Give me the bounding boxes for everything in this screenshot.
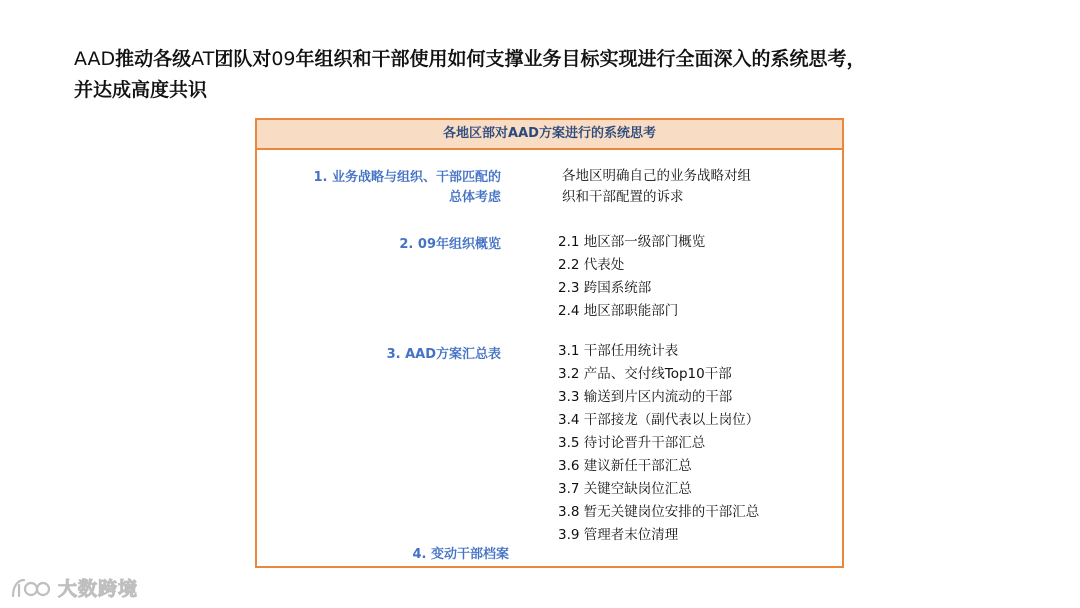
- section-title-line: 2. 09年组织概览: [399, 237, 501, 252]
- watermark-text: 大数跨境: [58, 578, 139, 600]
- section-title-strategy: [313, 168, 501, 208]
- section-item: 3.5 待讨论晋升干部汇总: [558, 435, 706, 451]
- headline-part: AAD: [74, 48, 116, 70]
- watermark: [10, 574, 138, 601]
- section-items-org-overview: [558, 231, 705, 323]
- section-item: 2.4 地区部职能部门: [558, 303, 679, 319]
- section-item: 2.3 跨国系统部: [558, 280, 652, 296]
- section-item: 3.9 管理者末位清理: [558, 527, 679, 543]
- headline-part: 团队对: [214, 48, 272, 70]
- headline-part: 推动各级: [115, 48, 192, 70]
- panel-title: 各地区部对AAD方案进行的系统思考: [257, 120, 842, 150]
- section-item: 3.2 产品、交付线Top10干部: [558, 366, 732, 382]
- section-item: 3.1 干部任用统计表: [558, 343, 679, 359]
- section-title-aad-summary: [387, 345, 501, 365]
- watermark-logo-icon: [10, 576, 52, 600]
- section-item: 3.3 输送到片区内流动的干部: [558, 389, 733, 405]
- system-thinking-panel: [255, 118, 844, 568]
- section-item: 2.1 地区部一级部门概览: [558, 234, 706, 250]
- section-title-line: 总体考虑: [448, 190, 501, 205]
- section-title-line: 1. 业务战略与组织、干部匹配的: [313, 170, 501, 185]
- section-item: 3.4 干部接龙（副代表以上岗位）: [558, 412, 760, 428]
- headline-line-1: [74, 44, 1034, 75]
- headline: [74, 44, 1034, 106]
- section-title-line: 3. AAD方案汇总表: [386, 347, 501, 362]
- headline-line-2: 并达成高度共识: [74, 79, 208, 101]
- section-title-line: 4. 变动干部档案: [412, 547, 509, 562]
- section-title-cadre-files: [412, 545, 509, 565]
- section-item: 各地区明确自己的业务战略对组: [562, 168, 751, 184]
- section-item: 3.6 建议新任干部汇总: [558, 458, 692, 474]
- headline-part: 年组织和干部使用如何支撑业务目标实现进行全面深入的系统思考，: [295, 48, 866, 70]
- section-title-org-overview: [399, 235, 501, 255]
- section-item: 3.8 暂无关键岗位安排的干部汇总: [558, 504, 760, 520]
- section-item: 织和干部配置的诉求: [562, 189, 684, 205]
- headline-part: AT: [191, 48, 215, 70]
- section-item: 2.2 代表处: [558, 257, 625, 273]
- section-items-aad-summary: [558, 340, 759, 547]
- section-item: 3.7 关键空缺岗位汇总: [558, 481, 692, 497]
- headline-part: 09: [271, 48, 296, 70]
- section-items-strategy: [562, 166, 751, 208]
